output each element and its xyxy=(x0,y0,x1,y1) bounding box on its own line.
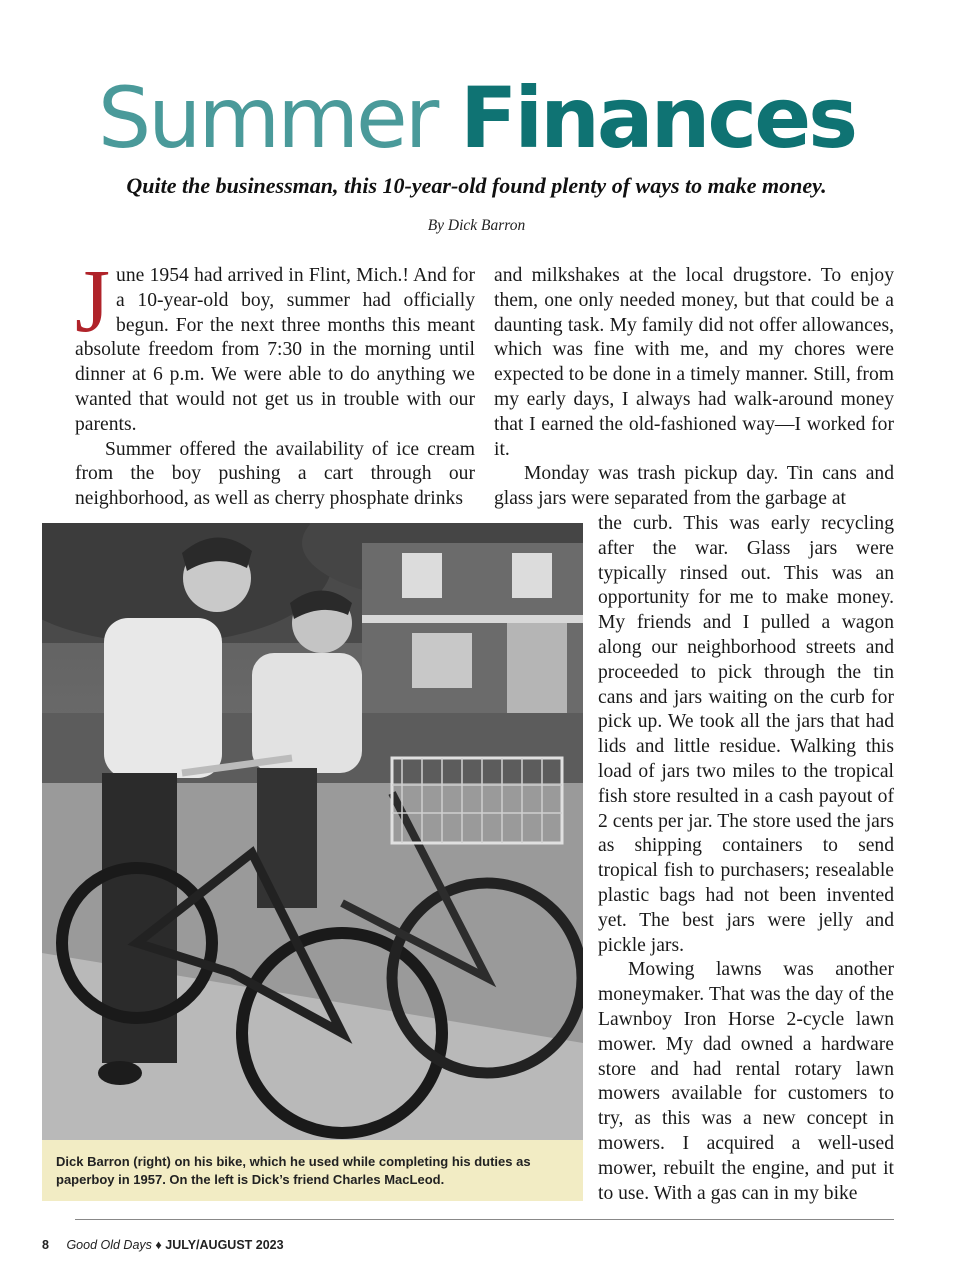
paragraph-4: Mowing lawns was another moneymaker. That was the day of the Lawnboy Iron Horse 2-cycle lawn mower. My dad owned a hardware store and had rental rotary lawn mowers available for customers to try, as this was a new concept in mowers. I acquired a well-used mower, rebuilt the engine, and put it to use. With a gas can in my bike xyxy=(598,959,894,1204)
photo-boys-with-bikes xyxy=(42,523,583,1140)
article-column-right-top xyxy=(494,264,894,512)
article-column-left xyxy=(75,252,475,512)
paragraph-2-start: Summer offered the availability of ice cream from the boy pushing a cart through our neighborhood, as well as cherry phosphate drinks xyxy=(75,438,475,510)
article-column-right-narrow xyxy=(598,512,894,1206)
byline: By Dick Barron xyxy=(427,217,526,234)
footer-rule xyxy=(75,1219,894,1220)
photo-caption: Dick Barron (right) on his bike, which he used while completing his duties as paperboy in 1957. On the left is Dick’s friend Charles MacLeod. xyxy=(42,1140,583,1201)
page-footer xyxy=(42,1238,284,1252)
paragraph-1 xyxy=(75,252,475,438)
paragraph-2-end: and milkshakes at the local drugstore. To enjoy them, one only needed money, but that could be a daunting task. My family did not offer allowances, which was fine with me, and my chores were expected to be done in a timely manner. Still, from my early days, I always had walk-around money that I earned the old-fashioned way—I worked for it. xyxy=(494,265,894,460)
paragraph-1-text: une 1954 had arrived in Flint, Mich.! And for a 10-year-old boy, summer had officially begun. For the next three months this meant absolute freedom from 7:30 in the morning until dinner at 6 p.m. We were able to do anything we wanted that would not get us in trouble with our parents. xyxy=(75,265,475,435)
issue-date: ♦ JULY/AUGUST 2023 xyxy=(155,1238,284,1252)
title-word-finances: Finances xyxy=(459,69,856,167)
article-deck: Quite the businessman, this 10-year-old found plenty of ways to make money. xyxy=(126,173,827,198)
article-photo xyxy=(42,523,583,1140)
paragraph-3-start: Monday was trash pickup day. Tin cans and glass jars were separated from the garbage at xyxy=(494,463,894,510)
magazine-name: Good Old Days xyxy=(66,1238,152,1252)
title-word-summer: Summer xyxy=(97,69,437,167)
paragraph-3-end: the curb. This was early recycling after the war. Glass jars were typically rinsed out. This was an opportunity for me to make money. My friends and I pulled a wagon along our neighborhood streets and proceeded to pick through the tin cans and jars waiting on the curb for pick up. We took all the jars that had lids and little residue. Walking this load of jars two miles to the tropical fish store resulted in a cash payout of 2 cents per jar. The store used the jars as shipping containers to send tropical fish to purchasers; resealable plastic bags had not been invented yet. The best jars were jelly and pickle jars. xyxy=(598,513,894,956)
page-number: 8 xyxy=(42,1238,49,1252)
article-title xyxy=(0,68,953,168)
drop-cap: J xyxy=(75,252,111,351)
